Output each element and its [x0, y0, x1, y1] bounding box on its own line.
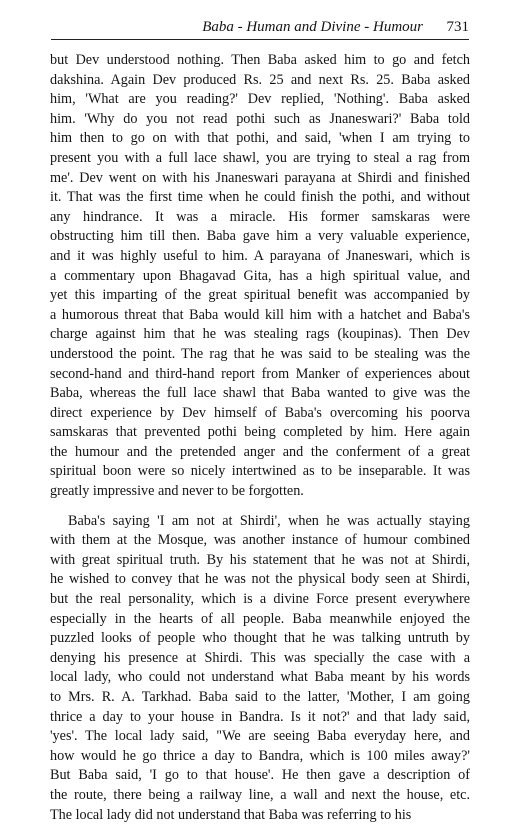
text-line: him. 'Why do you not read pothi such as Jnaneswari?' Baba told [50, 110, 470, 127]
text-line: greatly impressive and never to be forgotten. [50, 483, 304, 500]
text-line: second-hand and third-hand report from Manker of experiences about [50, 365, 470, 382]
text-line: 'yes'. The local lady said, "We are seeing Baba everyday here, and [50, 728, 470, 745]
text-line: a commentary upon Bhagavad Gita, has a high spiritual value, and [50, 267, 470, 284]
page-header [51, 17, 469, 40]
text-line: But Baba said, 'I go to that house'. He then gave a description of [50, 767, 470, 784]
text-line: him then to go on with that pothi, and said, 'when I am trying to [50, 130, 470, 147]
text-line: Baba, whereas the full lace shawl that Baba wanted to give was the [50, 385, 470, 402]
text-line: thrice a day to your house in Bandra. Is it not?' and that lady said, [50, 708, 470, 725]
paragraph [50, 512, 470, 825]
text-line: direct experience by Dev himself of Baba's overcoming his poorva [50, 404, 470, 421]
page-number: 731 [446, 19, 469, 35]
text-line: and it was highly useful to him. A parayana of Jnaneswari, which is [50, 247, 470, 264]
text-line: spiritual boon were so nicely intertwined as to be inseparable. It was [50, 463, 470, 480]
text-line: but the real personality, which is a divine Force present everywhere [50, 591, 470, 608]
text-line: dakshina. Again Dev produced Rs. 25 and next Rs. 25. Baba asked [50, 71, 470, 88]
text-line: Baba's saying 'I am not at Shirdi', when he was actually staying [68, 512, 470, 529]
body-text [50, 51, 470, 825]
text-line: obstructing him till then. Baba gave him a very valuable experience, [50, 228, 470, 245]
text-line: how would he go thrice a day to Bandra, which is 100 miles away?' [50, 747, 470, 764]
text-line: understood the point. The rag that he was said to be stealing was the [50, 345, 470, 362]
text-line: the humour and the pretended anger and the conferment of a great [50, 443, 470, 460]
text-line: puzzled looks of people who thought that he was talking untruth by [50, 630, 470, 647]
text-line: he wished to convey that he was not the physical body seen at Shirdi, [50, 571, 470, 588]
running-head: Baba - Human and Divine - Humour [202, 19, 423, 35]
text-line: local lady, who could not understand what Baba meant by his words [50, 669, 470, 686]
text-line: the route, there being a railway line, a wall and next the house, etc. [50, 786, 470, 803]
text-line: him, 'What are you reading?' Dev replied, 'Nothing'. Baba asked [50, 91, 470, 108]
text-line: but Dev understood nothing. Then Baba asked him to go and fetch [50, 52, 470, 68]
text-line: present you with a full lace shawl, you are trying to steal a rag from [50, 149, 470, 166]
text-line: me'. Dev went on with his Jnaneswari parayana at Shirdi and finished [50, 169, 470, 186]
text-line: any hindrance. It was a miracle. His former samskaras were [50, 208, 470, 225]
text-line: yet this imparting of the great spiritual benefit was accompanied by [50, 287, 470, 304]
text-line: with them at the Mosque, was another instance of humour combined [50, 532, 470, 549]
text-line: especially in the hearts of all people. Baba meanwhile enjoyed the [50, 610, 470, 627]
paragraph [50, 51, 470, 502]
text-line: The local lady did not understand that Baba was referring to his [50, 806, 412, 823]
text-line: it. That was the first time when he could finish the pothi, and without [50, 189, 470, 206]
text-line: to Mrs. R. A. Tarkhad. Baba said to the latter, 'Mother, I am going [50, 689, 470, 705]
text-line: samskaras that prevented pothi being completed by him. Here again [50, 424, 470, 441]
text-line: denying his presence at Shirdi. This was specially the case with a [50, 649, 470, 666]
text-line: charge against him that he was stealing rags (koupinas). Then Dev [50, 326, 470, 343]
text-line: a humorous threat that Baba would kill him with a hatchet and Baba's [50, 306, 470, 323]
text-line: with great spiritual truth. By his statement that he was not at Shirdi, [50, 551, 470, 568]
